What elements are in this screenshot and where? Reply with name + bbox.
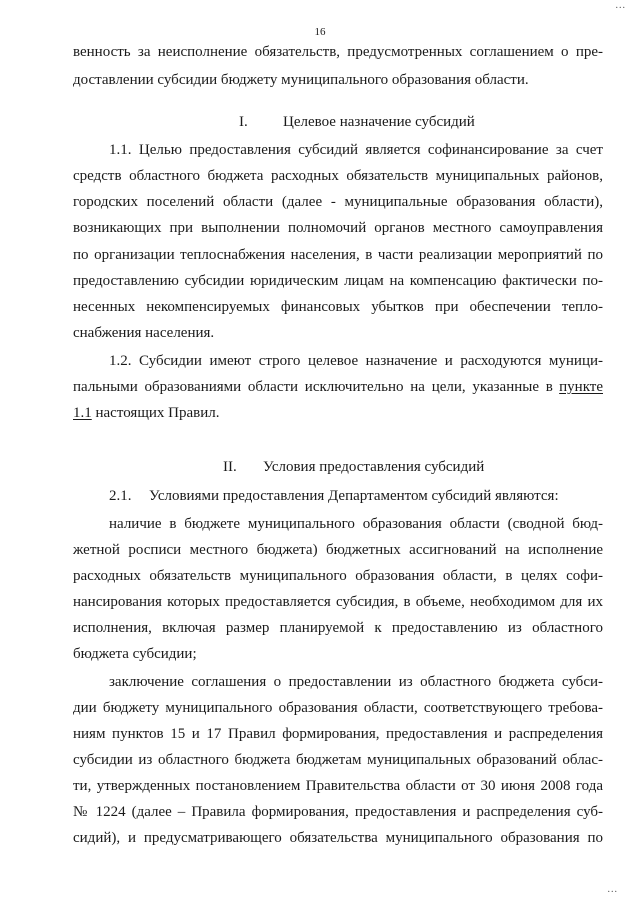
text-line: средств областного бюджета расходных обязательств муниципальных районов,	[73, 168, 603, 184]
corner-mark-top: ...	[615, 0, 626, 11]
text-line: расходных обязательств муниципального образования области, в целях софи-	[73, 568, 603, 584]
text-line: субсидии из областного бюджета бюджетам муниципальных образований облас-	[73, 752, 603, 768]
text-line	[73, 403, 219, 423]
section-heading-1	[239, 112, 475, 132]
item-text: Условиями предоставления Департаментом субсидий являются:	[149, 488, 559, 504]
text-line: бюджета субсидии;	[73, 646, 197, 662]
text-line: заключение соглашения о предоставлении из областного бюджета субси-	[109, 674, 603, 690]
item-line	[109, 486, 559, 506]
text-line: дии бюджету муниципального образования области, соответствующего требова-	[73, 700, 603, 716]
text-line: № 1224 (далее – Правила формирования, предоставления и распределения суб-	[73, 804, 603, 820]
text-line: снабжения населения.	[73, 325, 215, 341]
text-line: жетной росписи местного бюджета) бюджетных ассигнований на исполнение	[73, 542, 603, 558]
text-line: сидий), и предусматривающего обязательства муниципального образования по	[73, 830, 603, 846]
item-number: 2.1.	[109, 488, 132, 504]
section-heading-2	[223, 457, 484, 477]
rule-reference-number[interactable]: 1.1	[73, 405, 92, 421]
corner-mark-bottom: ...	[607, 884, 618, 895]
page-number: 16	[314, 26, 326, 38]
section-numeral: II.	[223, 459, 237, 475]
text-line: по организации теплоснабжения населения, в части реализации мероприятий по	[73, 247, 603, 263]
text-line: предоставлению субсидии юридическим лицам на компенсацию фактически по-	[73, 273, 603, 289]
text-line	[73, 377, 603, 397]
text-fragment: пальными образованиями области исключительно на цели, указанные в	[73, 379, 553, 395]
text-line: ниям пунктов 15 и 17 Правил формирования, предоставления и распределения	[73, 726, 603, 742]
text-line: нансирования которых предоставляется субсидия, в объеме, необходимом для их	[73, 594, 603, 610]
text-line: 1.2. Субсидии имеют строго целевое назначение и расходуются муници-	[109, 353, 603, 369]
text-fragment: настоящих Правил.	[95, 405, 220, 421]
text-line: венность за неисполнение обязательств, предусмотренных соглашением о пре-	[73, 44, 603, 60]
text-line: наличие в бюджете муниципального образования области (сводной бюд-	[109, 516, 603, 532]
text-line: городских поселений области (далее - муниципальные образования области),	[73, 194, 603, 210]
text-line: ти, утвержденных постановлением Правительства области от 30 июня 2008 года	[73, 778, 603, 794]
text-line: возникающих при выполнении полномочий органов местного самоуправления	[73, 220, 603, 236]
section-title: Условия предоставления субсидий	[263, 459, 485, 475]
text-line: несенных некомпенсируемых финансовых убытков при обеспечении тепло-	[73, 299, 603, 315]
section-title: Целевое назначение субсидий	[283, 114, 475, 130]
text-line: исполнения, включая размер планируемой к предоставлению из областного	[73, 620, 603, 636]
text-line: 1.1. Целью предоставления субсидий является софинансирование за счет	[109, 142, 603, 158]
rule-reference-link[interactable]: пункте	[559, 379, 603, 395]
section-numeral: I.	[239, 114, 248, 130]
text-line: доставлении субсидии бюджету муниципального образования области.	[73, 72, 529, 88]
